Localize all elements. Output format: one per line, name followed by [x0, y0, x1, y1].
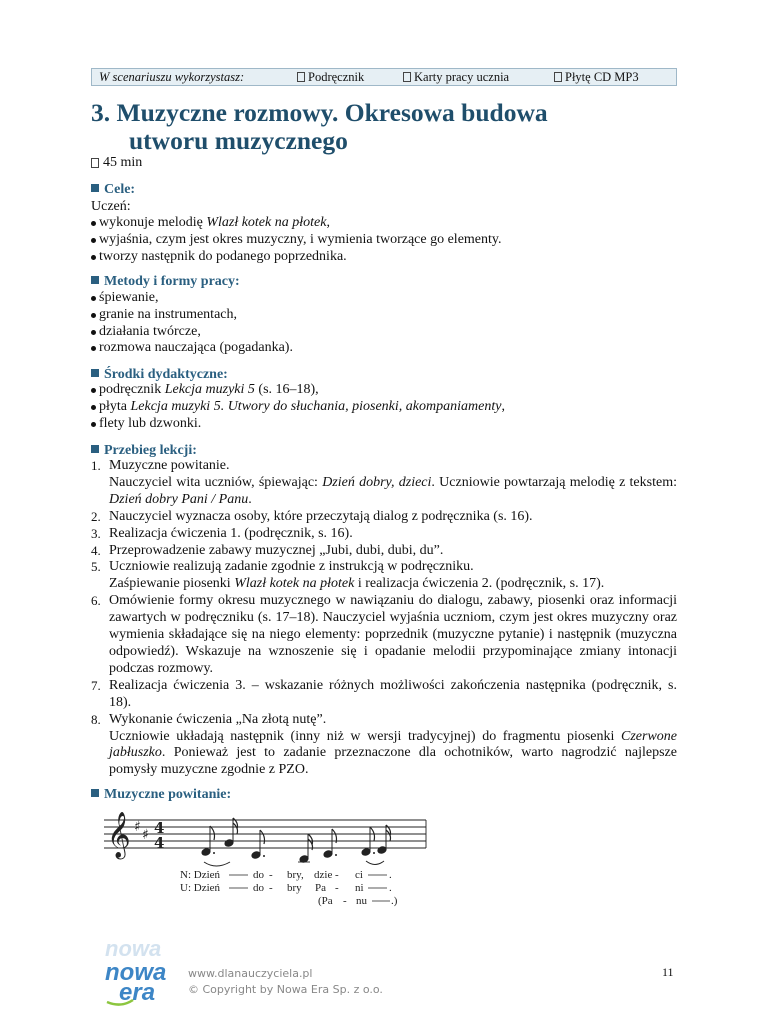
- svg-text:N: Dzień: N: Dzień: [180, 869, 221, 881]
- music-notation: [104, 806, 434, 910]
- list-item: wykonuje melodię Wlazł kotek na płotek,: [91, 215, 681, 232]
- staff-lines: [104, 820, 426, 848]
- clock-icon: [91, 158, 99, 168]
- option-podrecznik: Podręcznik: [297, 69, 403, 85]
- option-karty-pracy: Karty pracy ucznia: [403, 69, 554, 85]
- materials-intro: W scenariuszu wykorzystasz:: [99, 70, 245, 84]
- svg-text:nowa: nowa: [105, 959, 167, 986]
- cele-intro: Uczeń:: [91, 199, 131, 214]
- lesson-duration: 45 min: [91, 155, 142, 171]
- time-signature: 4: [154, 819, 165, 837]
- lesson-step: 5. Uczniowie realizują zadanie zgodnie z instrukcją w podręczniku. Zaśpiewanie piosenki Wlazł kotek na płotek i realizacja ćwiczenia 2. (podręcznik, s. 17).: [91, 559, 605, 592]
- section-powitanie-heading: Muzyczne powitanie:: [91, 786, 231, 803]
- step-number: 6.: [91, 593, 101, 609]
- lesson-step: 2. Nauczyciel wyznacza osoby, które przeczytają dialog z podręcznika (s. 16).: [91, 508, 533, 524]
- step-number: 3.: [91, 525, 101, 541]
- list-item: śpiewanie,: [91, 290, 681, 307]
- footer-text: [188, 966, 383, 998]
- title-line-1: 3. Muzyczne rozmowy. Okresowa budowa: [91, 98, 548, 127]
- option-plyta-cd: Płytę CD MP3: [554, 69, 639, 85]
- lesson-step: 8. Wykonanie ćwiczenia „Na złotą nutę”. Uczniowie układają następnik (inny niż w wersji tradycyjnej) do fragmentu piosenki Czerwone jabłuszko. Ponieważ jest to zadanie przeznaczone dla ochotników, warto nagrodzić najlepsze pomysły muzyczne zgodnie z PZO.: [91, 711, 677, 778]
- sharp-icon: ♯: [134, 819, 141, 835]
- square-bullet-icon: [91, 276, 99, 284]
- time-signature: 4: [154, 834, 165, 852]
- lesson-step: 7. Realizacja ćwiczenia 3. – wskazanie różnych możliwości zakończenia następnika (podręcznik, s. 18).: [91, 677, 677, 710]
- list-item: granie na instrumentach,: [91, 307, 681, 324]
- svg-text:nowa: nowa: [105, 944, 162, 961]
- checkbox-icon: [554, 72, 562, 82]
- step-number: 7.: [91, 677, 101, 693]
- slurs: [204, 861, 384, 866]
- svg-text:-: -: [269, 869, 273, 881]
- list-item: tworzy następnik do podanego poprzednika.: [91, 249, 681, 266]
- list-item: działania twórcze,: [91, 324, 681, 341]
- footer-copyright: © Copyright by Nowa Era Sp. z o.o.: [188, 983, 383, 996]
- square-bullet-icon: [91, 369, 99, 377]
- svg-text:(Pa: (Pa: [318, 895, 333, 907]
- lesson-step: 6. Omówienie formy okresu muzycznego w nawiązaniu do dialogu, zabawy, piosenki oraz informacji zawartych w podręczniku (s. 17–18). Nauczyciel wyjaśnia uczniom, czym jest okres muzyczny oraz wymienia składające się na niego elementy: poprzednik (muzyczne pytanie) i następnik (muzyczna odpowiedź). Wskazuje na wznoszenie się i opadanie melodii przypominające zmiany intonacji podczas rozmowy.: [91, 593, 677, 676]
- square-bullet-icon: [91, 445, 99, 453]
- section-metody-heading: Metody i formy pracy:: [91, 273, 240, 290]
- section-przebieg-heading: Przebieg lekcji:: [91, 442, 197, 459]
- step-number: 2.: [91, 508, 101, 524]
- treble-clef-icon: 𝄞: [107, 812, 131, 858]
- lesson-step: 4. Przeprowadzenie zabawy muzycznej „Jubi, dubi, dubi, du”.: [91, 542, 444, 558]
- svg-text:ni: ni: [355, 882, 364, 894]
- step-number: 5.: [91, 559, 101, 575]
- nowa-era-logo: [103, 944, 173, 1008]
- metody-list: [91, 290, 681, 357]
- materials-bar: [91, 68, 677, 86]
- svg-text:nu: nu: [356, 895, 367, 907]
- title-line-2: utworu muzycznego: [129, 126, 348, 155]
- square-bullet-icon: [91, 184, 99, 192]
- svg-text:do: do: [253, 869, 264, 881]
- footer-url[interactable]: www.dlanauczyciela.pl: [188, 967, 313, 980]
- list-item: wyjaśnia, czym jest okres muzyczny, i wymienia tworzące go elementy.: [91, 232, 681, 249]
- svg-text:.): .): [391, 895, 398, 907]
- square-bullet-icon: [91, 789, 99, 797]
- list-item: flety lub dzwonki.: [91, 416, 681, 433]
- lyrics: [180, 869, 398, 907]
- page-title: [91, 99, 691, 155]
- step-number: 1.: [91, 458, 101, 473]
- step-number: 8.: [91, 711, 101, 727]
- page-number: 11: [662, 965, 674, 979]
- srodki-list: [91, 382, 681, 432]
- svg-text:do: do: [253, 882, 264, 894]
- svg-text:-: -: [343, 895, 347, 907]
- checkbox-icon: [403, 72, 411, 82]
- section-srodki-heading: Środki dydaktyczne:: [91, 366, 228, 383]
- svg-text:bry: bry: [287, 882, 302, 894]
- sharp-icon: ♯: [142, 827, 149, 843]
- checkbox-icon: [297, 72, 305, 82]
- lesson-step: 3. Realizacja ćwiczenia 1. (podręcznik, s. 16).: [91, 525, 353, 541]
- svg-text:.: .: [389, 882, 392, 894]
- svg-text:U: Dzień: U: Dzień: [180, 882, 221, 894]
- svg-text:-: -: [335, 882, 339, 894]
- svg-text:bry,: bry,: [287, 869, 304, 881]
- step-number: 4.: [91, 542, 101, 558]
- section-cele-heading: Cele:: [91, 181, 135, 198]
- list-item: płyta Lekcja muzyki 5. Utwory do słuchania, piosenki, akompaniamenty,: [91, 399, 681, 416]
- svg-text:dzie: dzie: [314, 869, 333, 881]
- svg-text:ci: ci: [355, 869, 363, 881]
- list-item: podręcznik Lekcja muzyki 5 (s. 16–18),: [91, 382, 681, 399]
- list-item: rozmowa nauczająca (pogadanka).: [91, 340, 681, 357]
- cele-list: [91, 215, 681, 265]
- svg-text:era: era: [119, 979, 156, 1006]
- svg-text:.: .: [389, 869, 392, 881]
- svg-text:-: -: [269, 882, 273, 894]
- svg-text:Pa: Pa: [315, 882, 326, 894]
- przebieg-steps: [91, 458, 677, 779]
- svg-text:-: -: [335, 869, 339, 881]
- lesson-step: 1. Muzyczne powitanie. Nauczyciel wita uczniów, śpiewając: Dzień dobry, dzieci. Uczniowie powtarzają melodię z tekstem: Dzień dobry Pani / Panu.: [91, 458, 677, 507]
